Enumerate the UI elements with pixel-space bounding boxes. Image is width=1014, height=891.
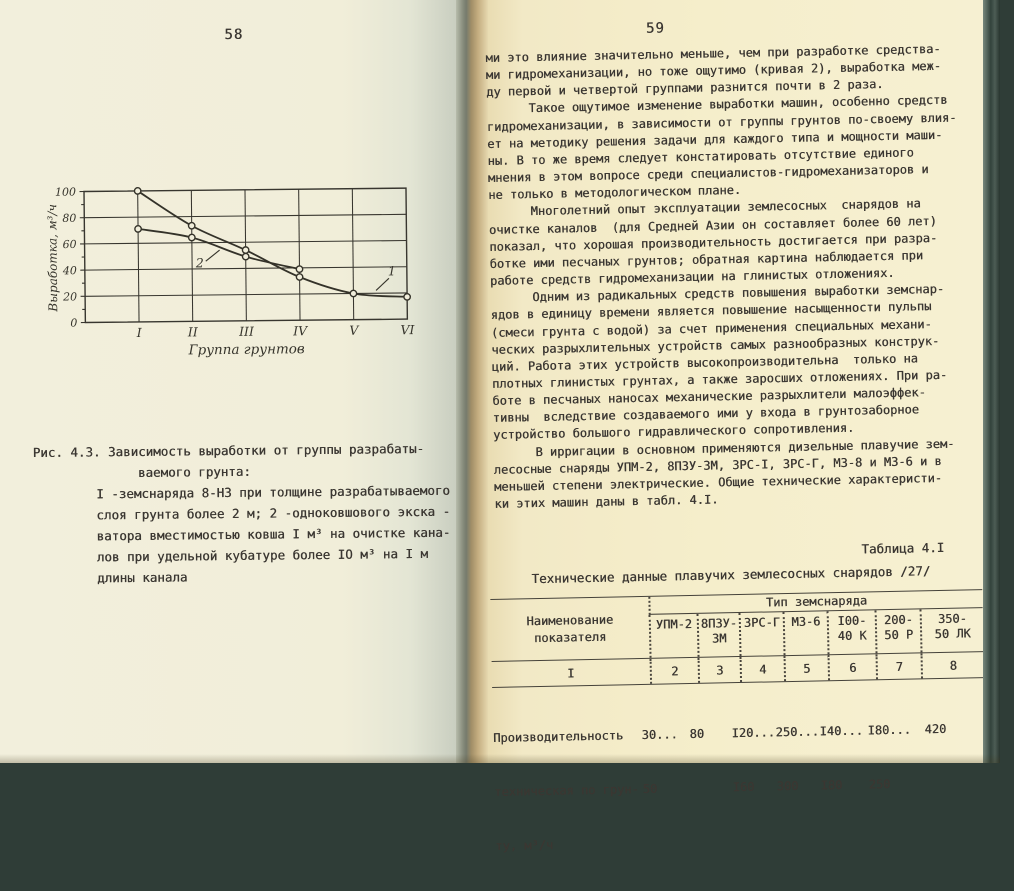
y-tick-label: 40 bbox=[62, 264, 77, 277]
column-number: 6 bbox=[828, 654, 876, 680]
y-tick-label: 80 bbox=[62, 212, 76, 225]
data-point-marker bbox=[188, 223, 194, 229]
x-tick-label: III bbox=[238, 324, 255, 339]
x-axis-title: Группа грунтов bbox=[188, 341, 305, 358]
text-line: ки этих машин даны в табл. 4.I. bbox=[494, 486, 982, 513]
column-number: 5 bbox=[784, 655, 828, 681]
y-tick-label: 60 bbox=[62, 238, 76, 251]
data-row-label: Производительность техническая по грун- ту, м³/ч bbox=[492, 690, 640, 891]
text-line: боте в песчаных наносах механические разрыхлители малоэффек- bbox=[492, 383, 980, 410]
text-line: ду первой и четвертой группами разнится почти в 2 раза. bbox=[486, 75, 974, 102]
text-line: устройство большого гидравлического сопротивления. bbox=[493, 418, 981, 445]
x-tick-label: IV bbox=[292, 323, 309, 338]
x-gridline bbox=[191, 190, 192, 321]
text-line: ций. Работа этих устройств высокопроизводительна только на bbox=[492, 349, 980, 376]
y-axis-title: Выработка, м³/ч bbox=[45, 204, 60, 313]
text-line: Многолетний опыт эксплуатации землесосных снарядов на bbox=[488, 195, 976, 222]
page-number-left: 58 bbox=[224, 27, 243, 43]
x-gridline bbox=[138, 191, 139, 322]
text-line: лесосные снаряды УПМ-2, 8ПЗУ-ЗМ, ЗРС-I, ЗРС-Г, МЗ-8 и МЗ-6 и в bbox=[494, 452, 982, 479]
column-header: 8ПЗУ- ЗМ bbox=[697, 613, 740, 657]
text-line: ботке ими песчаных грунтов; обратная картина наблюдается при bbox=[489, 246, 977, 273]
page-58-content bbox=[0, 0, 460, 765]
x-tick-label: I bbox=[136, 325, 143, 340]
caption-line: длины канала bbox=[97, 564, 444, 589]
column-number: 2 bbox=[650, 658, 698, 684]
data-point-marker bbox=[134, 188, 140, 194]
table-cell: 80 bbox=[685, 688, 731, 887]
table-title: Технические данные плавучих землесосных снарядов /27/ bbox=[500, 563, 962, 587]
table-type-columns bbox=[648, 590, 983, 658]
table-data-row bbox=[492, 678, 988, 891]
text-line: работе средств гидромеханизации на глинистых отложениях. bbox=[490, 263, 978, 290]
data-point-marker bbox=[242, 247, 248, 253]
curve-label-1: 1 bbox=[388, 263, 396, 278]
text-line: ет на методику решения задачи для каждого типа и мощности маши- bbox=[487, 126, 975, 153]
caption-line: ватора вместимостью ковша I м³ на очистке кана- bbox=[96, 522, 443, 547]
text-line: меньшей степени электрические. Общие технические характеристи- bbox=[494, 469, 982, 496]
data-point-marker bbox=[296, 266, 302, 272]
column-header: ЗРС-Г bbox=[739, 612, 784, 656]
text-line: Одним из радикальных средств повышения выработки земснар- bbox=[490, 280, 978, 307]
data-point-marker bbox=[242, 253, 248, 259]
data-point-marker bbox=[350, 290, 356, 296]
table-cell: 250... 300 bbox=[771, 687, 819, 886]
column-number: 4 bbox=[740, 656, 784, 682]
x-tick-label: II bbox=[187, 324, 199, 339]
table-header bbox=[490, 589, 983, 662]
text-line: гидромеханизации, в зависимости от группы грунтов по-своему влия- bbox=[487, 109, 975, 136]
text-line: ми гидромеханизации, но тоже ощутимо (кривая 2), выработка меж- bbox=[486, 57, 974, 84]
text-line: мнения в этом вопросе среди специалистов-гидромеханизаторов и bbox=[488, 160, 976, 187]
page-59 bbox=[488, 0, 983, 763]
curve-label-2: 2 bbox=[195, 255, 204, 270]
column-header: УПМ-2 bbox=[649, 614, 698, 658]
text-line: ядов в единицу времени является повышение насыщенности пульпы bbox=[490, 298, 978, 325]
column-header: I00- 40 К bbox=[827, 610, 876, 654]
page-58 bbox=[0, 0, 456, 763]
text-line: В ирригации в основном применяются дизельные плавучие зем- bbox=[493, 435, 981, 462]
caption-line: Рис. 4.3. Зависимость выработки от группы разрабаты- bbox=[33, 438, 443, 463]
x-gridline bbox=[299, 189, 300, 320]
column-number: I bbox=[492, 659, 650, 687]
caption-line: слоя грунта более 2 м; 2 -одноковшового экска - bbox=[96, 501, 443, 526]
row-header-line: Наименование bbox=[491, 610, 649, 630]
page-number-right: 59 bbox=[646, 20, 665, 36]
text-line: ми это влияние значительно меньше, чем при разработке средства- bbox=[485, 40, 973, 67]
table-cell: 30... 50 bbox=[637, 689, 689, 888]
curve-1 bbox=[138, 188, 407, 300]
x-gridline bbox=[352, 189, 353, 320]
table-4-1 bbox=[490, 589, 988, 891]
y-tick-label: 100 bbox=[55, 186, 76, 199]
text-line: не только в методологическом плане. bbox=[488, 177, 976, 204]
caption-line: I -земснаряда 8-НЗ при толщине разрабатываемого bbox=[96, 480, 443, 505]
row-header-line: показателя bbox=[491, 627, 649, 647]
figure-caption bbox=[33, 438, 445, 589]
table-span-header: Тип земснаряда bbox=[648, 590, 982, 615]
text-line: очистке каналов (для Средней Азии он составляет более 60 лет) bbox=[489, 212, 977, 239]
page-bottom-shadow bbox=[0, 754, 1000, 763]
table-row-header-cell bbox=[490, 597, 649, 661]
table-label: Таблица 4.I bbox=[861, 540, 944, 557]
text-line: ны. В то же время следует констатировать отсутствие единого bbox=[487, 143, 975, 170]
column-header: 200- 50 Р bbox=[875, 609, 921, 653]
text-line: показал, что хорошая производительность достигается при разра- bbox=[489, 229, 977, 256]
table-cell: I20... I60 bbox=[727, 687, 775, 886]
column-number: 3 bbox=[698, 657, 740, 683]
text-line: тивны вследствие создаваемого ими у входа в грунтозаборное bbox=[493, 400, 981, 427]
table-cell: I80... 250 bbox=[863, 685, 912, 884]
text-line: ческих разрыхлительных устройств самых разнообразных конструк- bbox=[491, 332, 979, 359]
y-tick-label: 20 bbox=[62, 290, 77, 303]
figure-4-3-line-chart bbox=[44, 166, 426, 370]
data-point-marker bbox=[404, 294, 410, 300]
body-text bbox=[485, 40, 982, 513]
column-header: 350- 50 ЛК bbox=[920, 608, 984, 652]
y-tick-label: 0 bbox=[70, 317, 77, 330]
data-point-marker bbox=[189, 234, 195, 240]
x-tick-label: VI bbox=[400, 322, 415, 337]
data-point-marker bbox=[135, 226, 141, 232]
column-header: МЗ-6 bbox=[783, 611, 828, 655]
column-number: 7 bbox=[876, 653, 921, 679]
text-line: (смеси грунта с водой) за счет применения специальных механи- bbox=[491, 315, 979, 342]
book-edge bbox=[983, 0, 1000, 763]
table-cell: I40... I80 bbox=[815, 686, 867, 885]
x-tick-label: V bbox=[349, 323, 360, 338]
page-59-content bbox=[480, 0, 990, 768]
curve-2 bbox=[138, 227, 299, 271]
caption-line: ваемого грунта: bbox=[138, 459, 443, 483]
text-line: плотных глинистых грунтах, а также заросших отложениях. При ра- bbox=[492, 366, 980, 393]
text-line: Такое ощутимое изменение выработки машин, особенно средств bbox=[486, 92, 974, 119]
data-point-marker bbox=[296, 274, 302, 280]
caption-line: лов при удельной кубатуре более IO м³ на I м bbox=[97, 543, 444, 568]
table-cell: 420 bbox=[908, 683, 1014, 883]
column-number: 8 bbox=[921, 652, 984, 678]
